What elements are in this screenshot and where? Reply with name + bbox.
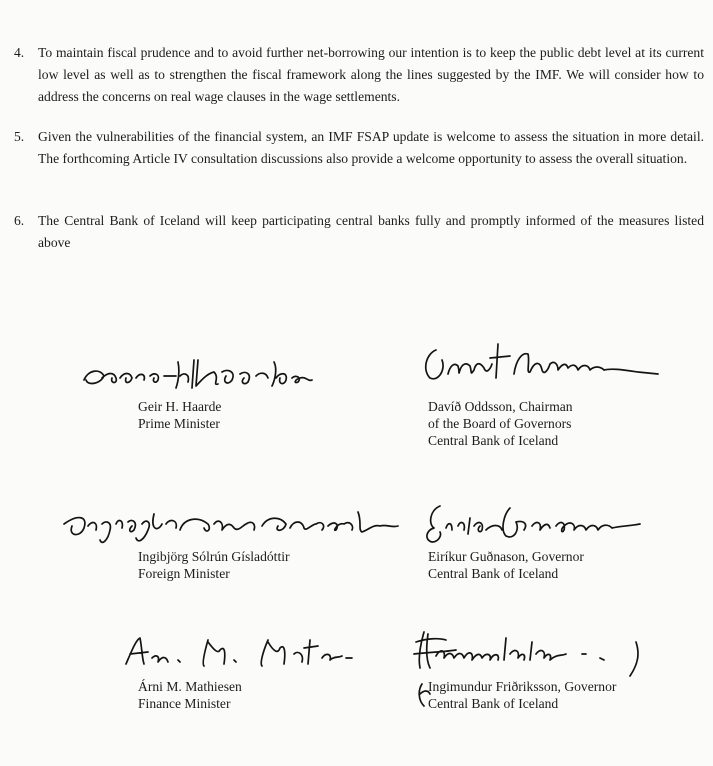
signatory-title: Central Bank of Iceland (428, 566, 559, 581)
signatory-name: Eiríkur Guðnason, Governor (428, 549, 584, 564)
paragraph-text: Given the vulnerabilities of the financial system, an IMF FSAP update is welcome to assess the situation in more detail. The forthcoming Article IV consultation discussions also provide a welcome opportunity to assess the overall situation. (38, 129, 704, 166)
signatory-name: Árni M. Mathiesen (138, 679, 242, 694)
signatory-block-ingimundur-fridriksson (428, 678, 616, 712)
signatory-title: of the Board of Governors (428, 416, 572, 431)
paragraph-4 (14, 42, 704, 108)
signatory-block-geir-haarde (138, 398, 221, 432)
signatory-title: Finance Minister (138, 696, 231, 711)
signatory-title: Central Bank of Iceland (428, 433, 559, 448)
signature-arni-mathiesen (118, 630, 358, 676)
signatory-name: Ingimundur Friðriksson, Governor (428, 679, 617, 694)
signatory-name: Geir H. Haarde (138, 399, 222, 414)
paragraph-text: To maintain fiscal prudence and to avoid further net-borrowing our intention is to keep the public debt level at its current low level as well as to strengthen the fiscal framework along the lines suggested by the IMF. We will consider how to address the concerns on real wage clauses in the wage settlements. (38, 45, 704, 104)
signatory-block-ingibjorg-gisladottir (138, 548, 290, 582)
paragraph-5 (14, 126, 704, 170)
signatory-title: Central Bank of Iceland (428, 696, 559, 711)
paragraph-text: The Central Bank of Iceland will keep participating central banks fully and promptly informed of the measures listed above (38, 213, 704, 250)
paragraph-number: 5. (14, 129, 25, 144)
signatory-block-david-oddsson (428, 398, 573, 449)
signatory-block-eirikur-gudnason (428, 548, 584, 582)
signature-ingibjorg-gisladottir (58, 500, 408, 548)
signatory-name: Davíð Oddsson, Chairman (428, 399, 573, 414)
signature-david-oddsson (418, 340, 678, 396)
signature-eirikur-gudnason (420, 500, 680, 548)
signatory-title: Prime Minister (138, 416, 220, 431)
paragraph-6 (14, 210, 704, 254)
signatory-block-arni-mathiesen (138, 678, 242, 712)
signatory-title: Foreign Minister (138, 566, 230, 581)
signature-geir-haarde (80, 352, 370, 398)
signatory-name: Ingibjörg Sólrún Gísladóttir (138, 549, 290, 564)
paragraph-number: 6. (14, 213, 25, 228)
paragraph-number: 4. (14, 45, 25, 60)
